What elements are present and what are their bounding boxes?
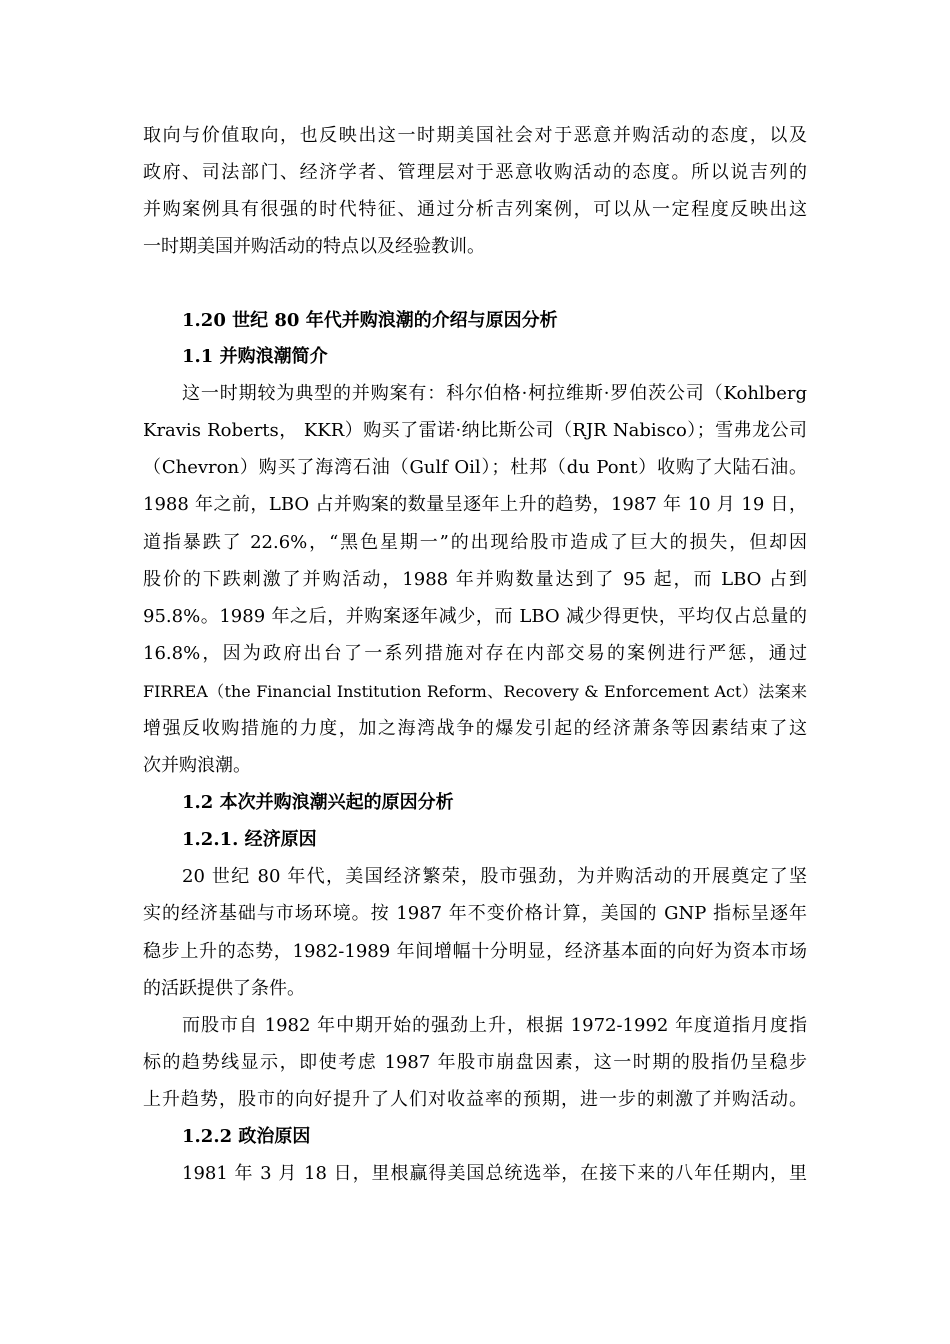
paragraph-line: 上升趋势，股市的向好提升了人们对收益率的预期，进一步的刺激了并购活动。 [143,1089,807,1110]
paragraph-line: 一时期美国并购活动的特点以及经验教训。 [143,236,485,257]
paragraph-line: 这一时期较为典型的并购案有：科尔伯格·柯拉维斯·罗伯茨公司（Kohlberg [182,383,807,404]
paragraph-line: 稳步上升的态势，1982-1989 年间增幅十分明显，经济基本面的向好为资本市场 [143,941,807,962]
paragraph-line: 股价的下跌刺激了并购活动，1988 年并购数量达到了 95 起，而 LBO 占到 [143,569,807,590]
paragraph-line: 而股市自 1982 年中期开始的强劲上升，根据 1972-1992 年度道指月度指 [182,1015,807,1036]
paragraph-line: 的活跃提供了条件。 [143,978,305,999]
paragraph-line: 20 世纪 80 年代，美国经济繁荣，股市强劲，为并购活动的开展奠定了坚 [182,866,807,887]
paragraph-line: 增强反收购措施的力度，加之海湾战争的爆发引起的经济萧条等因素结束了这 [143,718,807,739]
paragraph-line: 1981 年 3 月 18 日，里根赢得美国总统选举，在接下来的八年任期内，里 [182,1163,807,1184]
paragraph-line: 并购案例具有很强的时代特征、通过分析吉列案例，可以从一定程度反映出这 [143,199,807,220]
paragraph-line: 1988 年之前，LBO 占并购案的数量呈逐年上升的趋势，1987 年 10 月 19 日， [143,494,807,515]
paragraph-line: （Chevron）购买了海湾石油（Gulf Oil）；杜邦（du Pont）收购了大陆石油。 [143,457,807,478]
paragraph-line: 次并购浪潮。 [143,755,251,776]
subsubsection-heading: 1.2.2 政治原因 [182,1126,311,1147]
section-heading: 1.20 世纪 80 年代并购浪潮的介绍与原因分析 [182,310,558,331]
paragraph-line: Kravis Roberts， KKR）购买了雷诺·纳比斯公司（RJR Nabisco）；雪弗龙公司 [143,420,807,441]
subsection-heading: 1.2 本次并购浪潮兴起的原因分析 [182,792,454,813]
subsection-heading: 1.1 并购浪潮简介 [182,346,328,367]
paragraph-line: 政府、司法部门、经济学者、管理层对于恶意收购活动的态度。所以说吉列的 [143,162,807,183]
paragraph-line: 实的经济基础与市场环境。按 1987 年不变价格计算，美国的 GNP 指标呈逐年 [143,903,807,924]
paragraph-line: 16.8%，因为政府出台了一系列措施对存在内部交易的案例进行严惩，通过 [143,643,807,664]
paragraph-line: 道指暴跌了 22.6%，“黑色星期一”的出现给股市造成了巨大的损失，但却因 [143,532,807,553]
paragraph-line: 95.8%。1989 年之后，并购案逐年减少，而 LBO 减少得更快，平均仅占总量的 [143,606,807,627]
paragraph-line: 标的趋势线显示，即使考虑 1987 年股市崩盘因素，这一时期的股指仍呈稳步 [143,1052,807,1073]
paragraph-line: 取向与价值取向，也反映出这一时期美国社会对于恶意并购活动的态度，以及 [143,125,807,146]
subsubsection-heading: 1.2.1. 经济原因 [182,829,317,850]
paragraph-line: FIRREA（the Financial Institution Reform、Recovery & Enforcement Act）法案来 [143,682,807,701]
